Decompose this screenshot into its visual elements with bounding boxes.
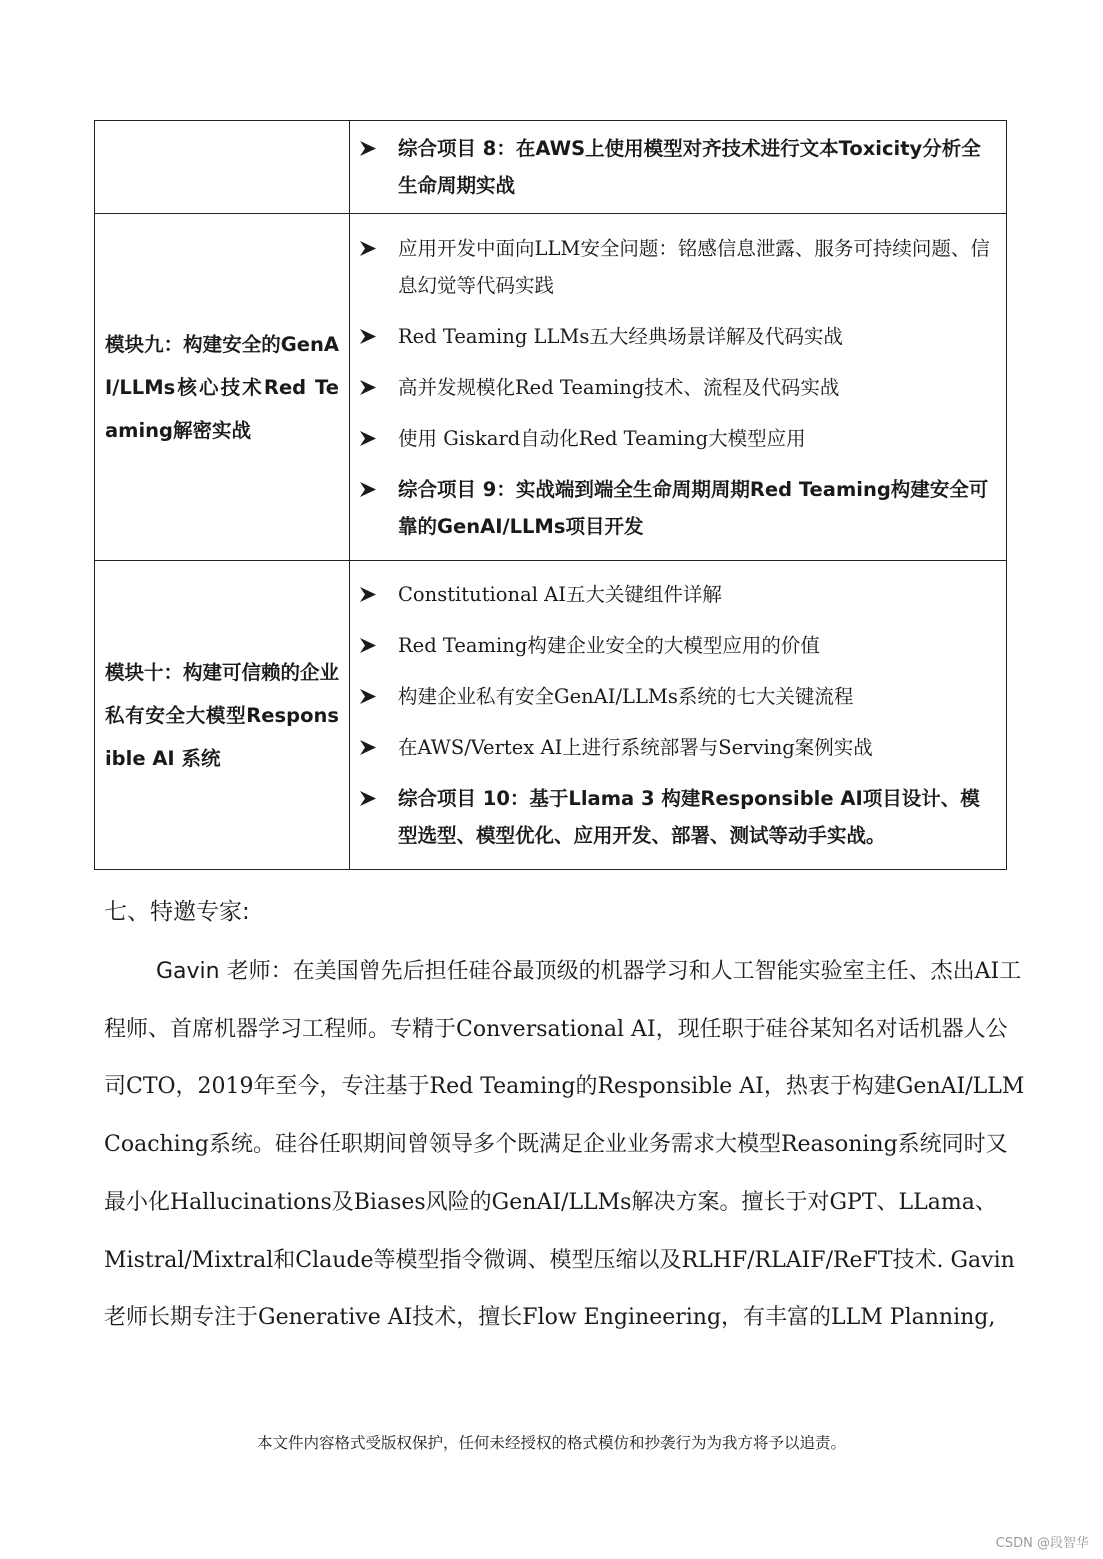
items-cell xyxy=(350,121,1007,214)
arrowhead-bullet-icon xyxy=(360,482,376,497)
items-cell xyxy=(350,561,1007,870)
arrowhead-bullet-icon xyxy=(360,740,376,755)
expert-bio xyxy=(104,943,1029,1347)
item-list xyxy=(350,567,1006,863)
list-item xyxy=(350,230,996,304)
module-cell xyxy=(95,121,350,214)
list-item xyxy=(350,627,996,664)
arrowhead-bullet-icon xyxy=(360,791,376,806)
arrowhead-bullet-icon xyxy=(360,380,376,395)
item-text: 综合项目 8：在AWS上使用模型对齐技术进行文本Toxicity分析全生命周期实战 xyxy=(398,137,981,197)
list-item xyxy=(350,471,996,545)
copyright-notice: 本文件内容格式受版权保护，任何未经授权的格式模仿和抄袭行为为我方将予以追责。 xyxy=(256,1434,846,1452)
module-title: 模块九：构建安全的GenAI/LLMs核心技术Red Teaming解密实战 xyxy=(105,332,339,442)
csdn-watermark: CSDN @段智华 xyxy=(995,1536,1089,1551)
item-text: Constitutional AI五大关键组件详解 xyxy=(398,583,722,606)
list-item xyxy=(350,729,996,766)
item-text: 应用开发中面向LLM安全问题：铭感信息泄露、服务可持续问题、信息幻觉等代码实践 xyxy=(398,236,990,297)
list-item xyxy=(350,369,996,406)
list-item xyxy=(350,130,996,204)
module-cell xyxy=(95,214,350,561)
section-heading: 七、特邀专家: xyxy=(104,899,250,925)
list-item xyxy=(350,780,996,854)
item-text: Red Teaming构建企业安全的大模型应用的价值 xyxy=(398,634,820,657)
table-row xyxy=(95,121,1007,214)
item-list xyxy=(350,121,1006,213)
item-text: 综合项目 10：基于Llama 3 构建Responsible AI项目设计、模型选型、模型优化、应用开发、部署、测试等动手实战。 xyxy=(398,787,980,847)
item-text: Red Teaming LLMs五大经典场景详解及代码实战 xyxy=(398,324,843,348)
arrowhead-bullet-icon xyxy=(360,431,376,446)
item-list xyxy=(350,221,1006,554)
item-text: 综合项目 9：实战端到端全生命周期周期Red Teaming构建安全可靠的GenAI/LLMs项目开发 xyxy=(398,477,989,538)
arrowhead-bullet-icon xyxy=(360,241,376,256)
list-item xyxy=(350,318,996,355)
table-row xyxy=(95,561,1007,870)
item-text: 使用 Giskard自动化Red Teaming大模型应用 xyxy=(398,426,806,450)
arrowhead-bullet-icon xyxy=(360,141,376,156)
list-item xyxy=(350,678,996,715)
arrowhead-bullet-icon xyxy=(360,689,376,704)
course-module-table xyxy=(94,120,1007,870)
item-text: 构建企业私有安全GenAI/LLMs系统的七大关键流程 xyxy=(398,685,854,708)
arrowhead-bullet-icon xyxy=(360,587,376,602)
item-text: 高并发规模化Red Teaming技术、流程及代码实战 xyxy=(398,375,840,399)
arrowhead-bullet-icon xyxy=(360,329,376,344)
list-item xyxy=(350,576,996,613)
item-text: 在AWS/Vertex AI上进行系统部署与Serving案例实战 xyxy=(398,736,873,759)
list-item xyxy=(350,420,996,457)
items-cell xyxy=(350,214,1007,561)
module-title: 模块十：构建可信赖的企业私有安全大模型Responsible AI 系统 xyxy=(105,660,340,770)
expert-bio-text: ：在美国曾先后担任硅谷最顶级的机器学习和人工智能实验室主任、杰出AI工程师、首席机器学习工程师。专精于Conversational AI，现任职于硅谷某知名对话机器人公司CTO，2019年至今，专注基于Red Teaming的Responsible AI，热衷于构建GenAI/LLM Coaching系统。硅谷任职期间曾领导多个既满足企业业务需求大模型Reasoning系统同时又最小化Hallucinations及Biases风险的GenAI/LLMs解决方案。擅长于对GPT、LLama、Mistral/Mixtral和Claude等模型指令微调、模型压缩以及RLHF/RLAIF/ReFT技术. Gavin老师长期专注于Generative AI技术，擅长Flow Engineering，有丰富的LLM Planning, xyxy=(104,959,1025,1331)
table-row xyxy=(95,214,1007,561)
expert-name: Gavin 老师 xyxy=(156,959,271,984)
arrowhead-bullet-icon xyxy=(360,638,376,653)
module-cell xyxy=(95,561,350,870)
